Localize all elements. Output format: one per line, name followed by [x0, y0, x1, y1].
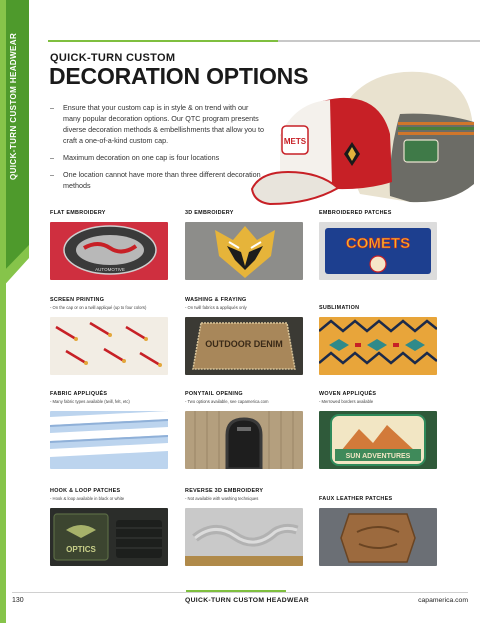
option-image [319, 411, 437, 469]
option-image-text: COMETS [345, 235, 411, 252]
option-label: FAUX LEATHER PATCHES [319, 496, 393, 502]
option-image [50, 317, 168, 375]
option-image [50, 508, 168, 566]
sidebar-vertical-label: QUICK-TURN CUSTOM HEADWEAR [9, 32, 18, 180]
footer-section-title: QUICK-TURN CUSTOM HEADWEAR [185, 597, 309, 604]
option-sub: - Merrowed borders available [319, 399, 374, 404]
option-woven-appliques [319, 391, 437, 460]
option-fabric-appliques [50, 391, 168, 405]
option-image [319, 222, 437, 280]
page-number: 130 [12, 597, 24, 604]
option-label: REVERSE 3D EMBROIDERY [185, 488, 264, 494]
option-label: FABRIC APPLIQUÉS [50, 391, 108, 397]
option-image [50, 222, 168, 280]
hero-caps-image [250, 64, 478, 212]
option-image-text: OUTDOOR DENIM [205, 339, 283, 349]
option-sub: - Two options available, see capamerica.com [185, 399, 269, 404]
option-label: WASHING & FRAYING [185, 297, 247, 303]
option-image [185, 317, 303, 375]
option-ponytail-opening [185, 391, 303, 405]
top-rule [48, 40, 480, 42]
option-image [185, 508, 303, 566]
option-hook-loop-patches [50, 488, 168, 554]
option-image-text: AUTOMOTIVE [95, 267, 125, 272]
option-3d-embroidery [185, 210, 303, 217]
option-screen-printing [50, 297, 168, 311]
option-label: EMBROIDERED PATCHES [319, 210, 392, 216]
option-image [319, 317, 437, 375]
option-flat-embroidery [50, 210, 168, 272]
option-faux-leather-patches [319, 488, 437, 503]
option-reverse-3d-embroidery [185, 488, 303, 502]
sidebar-stripe-light [0, 0, 6, 623]
option-image [319, 508, 437, 566]
sidebar-band [0, 0, 29, 623]
option-image [50, 411, 168, 469]
option-image-text: OPTICS [66, 545, 96, 554]
option-sub: - On twill fabrics & appliqués only [185, 305, 247, 310]
option-label: SUBLIMATION [319, 305, 360, 311]
option-label: WOVEN APPLIQUÉS [319, 391, 377, 397]
option-sub: - Hook & loop available in black or white [50, 496, 125, 501]
option-label: FLAT EMBROIDERY [50, 210, 106, 216]
option-sub: - On the cap or on a twill appliqué (up to four colors) [50, 305, 147, 310]
option-image [185, 411, 303, 469]
option-embroidered-patches [319, 210, 437, 252]
bullet-item: – Ensure that your custom cap is in style & on trend with our many popular decoration options. Our QTC program presents diverse decoration methods & embellishments that allow you to craft a one-of-a-kind custom cap. [50, 102, 265, 146]
option-washing-fraying [185, 297, 303, 349]
option-label: SCREEN PRINTING [50, 297, 105, 303]
footer-website-link[interactable]: capamerica.com [418, 597, 468, 604]
option-sub: - Many fabric types available (twill, felt, etc) [50, 399, 130, 404]
page-eyebrow: QUICK-TURN CUSTOM [50, 52, 176, 64]
option-sub: - Not available with washing techniques [185, 496, 259, 501]
page-title: DECORATION OPTIONS [49, 63, 309, 89]
bullet-item: – Maximum decoration on one cap is four locations [50, 152, 265, 163]
option-image [185, 222, 303, 280]
option-label: HOOK & LOOP PATCHES [50, 488, 121, 494]
option-sublimation [319, 297, 437, 312]
intro-bullets [50, 102, 265, 197]
option-image-text: SUN ADVENTURES [345, 453, 411, 460]
option-label: PONYTAIL OPENING [185, 391, 243, 397]
option-label: 3D EMBROIDERY [185, 210, 234, 216]
bullet-item: – One location cannot have more than three different decoration methods [50, 169, 265, 191]
footer-rule [12, 592, 468, 593]
hero-patch-text: METS [283, 137, 307, 146]
